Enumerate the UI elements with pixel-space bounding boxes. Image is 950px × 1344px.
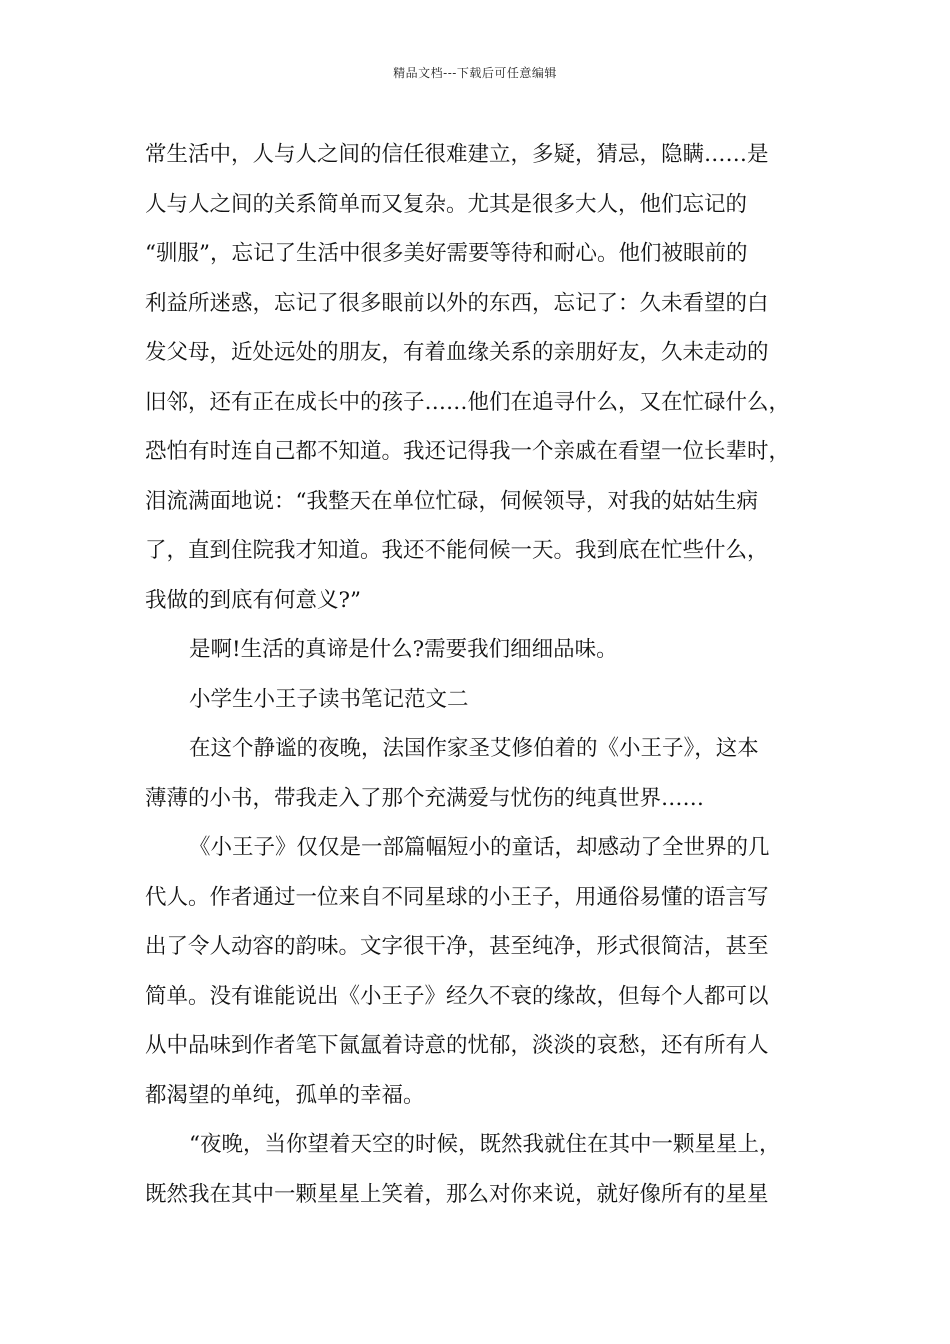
text-line: 都渴望的单纯，孤单的幸福。 xyxy=(145,1082,425,1108)
text-line: 代人。作者通过一位来自不同星球的小王子，用通俗易懂的语言写 xyxy=(145,884,769,910)
text-line: 旧邻，还有正在成长中的孩子……他们在追寻什么，又在忙碌什么， xyxy=(145,389,791,415)
text-line: 《小王子》仅仅是一部篇幅短小的童话，却感动了全世界的几 xyxy=(189,835,770,860)
text-line: 简单。没有谁能说出《小王子》经久不衰的缘故，但每个人都可以 xyxy=(145,983,769,1009)
text-line: 恐怕有时连自己都不知道。我还记得我一个亲戚在看望一位长辈时， xyxy=(145,439,791,464)
text-line: 既然我在其中一颗星星上笑着，那么对你来说，就好像所有的星星 xyxy=(145,1181,769,1207)
text-line: 小学生小王子读书笔记范文二 xyxy=(189,686,469,712)
text-line: 我做的到底有何意义?” xyxy=(145,587,362,613)
text-line: 是啊!生活的真谛是什么?需要我们细细品味。 xyxy=(189,637,618,662)
text-line: 发父母，近处远处的朋友，有着血缘关系的亲朋好友，久未走动的 xyxy=(145,340,769,365)
text-line: “夜晚，当你望着天空的时候，既然我就住在其中一颗星星上， xyxy=(189,1132,781,1157)
page-header: 精品文档---下载后可任意编辑 xyxy=(393,66,557,80)
text-line: 人与人之间的关系简单而又复杂。尤其是很多大人，他们忘记的 xyxy=(145,191,748,217)
text-line: 常生活中，人与人之间的信任很难建立，多疑，猜忌，隐瞒……是 xyxy=(145,142,769,167)
text-line: 了，直到住院我才知道。我还不能伺候一天。我到底在忙些什么， xyxy=(145,538,769,563)
text-line: 利益所迷惑，忘记了很多眼前以外的东西，忘记了：久未看望的白 xyxy=(145,290,769,316)
text-line: “驯服”，忘记了生活中很多美好需要等待和耐心。他们被眼前的 xyxy=(145,241,748,266)
text-line: 出了令人动容的韵味。文字很干净，甚至纯净，形式很简洁，甚至 xyxy=(145,934,769,959)
text-line: 在这个静谧的夜晚，法国作家圣艾修伯着的《小王子》，这本 xyxy=(189,736,759,761)
document-body xyxy=(145,130,830,1219)
text-line: 从中品味到作者笔下氤氲着诗意的忧郁，淡淡的哀愁，还有所有人 xyxy=(145,1033,769,1058)
text-line: 泪流满面地说：“我整天在单位忙碌，伺候领导，对我的姑姑生病 xyxy=(145,488,758,514)
text-line: 薄薄的小书，带我走入了那个充满爱与忧伤的纯真世界…… xyxy=(145,785,705,811)
